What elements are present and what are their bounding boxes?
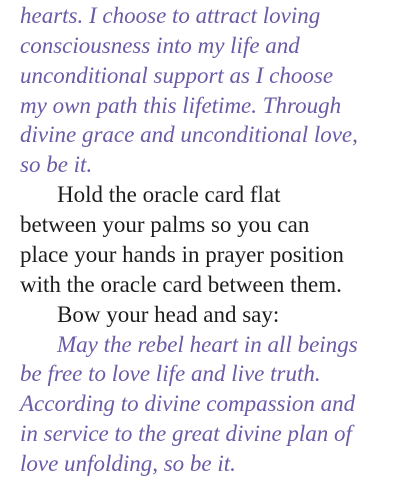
instruction-line: Hold the oracle card flat [57, 182, 281, 207]
prayer-line: in service to the great divine plan of [20, 421, 352, 446]
prayer-line: divine grace and unconditional love, [20, 122, 358, 147]
prayer-line: love unfolding, so be it. [20, 451, 236, 476]
prayer-line: my own path this lifetime. Through [20, 93, 342, 118]
prayer-line: hearts. I choose to attract loving [20, 3, 321, 28]
prayer-line: May the rebel heart in all beings [57, 332, 358, 357]
prayer-line: unconditional support as I choose [20, 63, 334, 88]
instruction-line: place your hands in prayer position [20, 242, 344, 267]
prayer-line: consciousness into my life and [20, 33, 300, 58]
prayer-line: be free to love life and live truth. [20, 361, 321, 386]
prayer-line: According to divine compassion and [20, 391, 356, 416]
prayer-line: so be it. [20, 152, 93, 177]
instruction-line: Bow your head and say: [57, 302, 280, 327]
instruction-line: with the oracle card between them. [20, 272, 342, 297]
instruction-line: between your palms so you can [20, 212, 310, 237]
